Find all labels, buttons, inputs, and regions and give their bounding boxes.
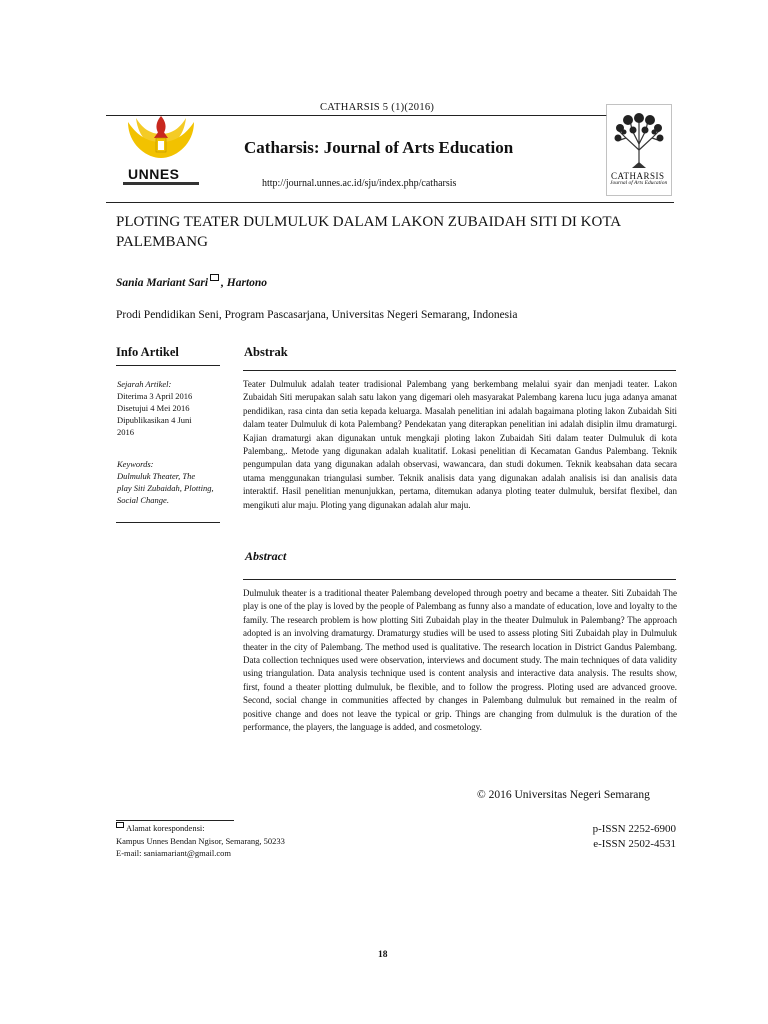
correspondence-email[interactable]: E-mail: saniamariant@gmail.com	[116, 848, 231, 858]
keywords-line-2: play Siti Zubaidah, Plotting,	[117, 483, 214, 493]
catharsis-logo-text: CATHARSIS	[611, 171, 665, 181]
footnote-rule	[116, 820, 234, 821]
correspondence-label: Alamat korespondensi:	[126, 823, 205, 833]
unnes-logo-icon	[118, 114, 204, 170]
info-bottom-rule	[116, 522, 220, 523]
author-1: Sania Mariant Sari	[116, 277, 209, 289]
abstrak-heading: Abstrak	[244, 345, 288, 359]
catharsis-logo-subtext: Journal of Arts Education	[610, 180, 668, 186]
info-artikel-rule	[116, 365, 220, 366]
copyright: © 2016 Universitas Negeri Semarang	[477, 789, 650, 801]
correspondence-footnote	[116, 822, 285, 860]
issn-block	[593, 822, 676, 852]
journal-title: Catharsis: Journal of Arts Education	[244, 138, 514, 157]
unnes-logo-text: UNNES	[128, 166, 180, 182]
abstract-rule	[243, 579, 676, 580]
published-date-line-1: Dipublikasikan 4 Juni	[117, 415, 192, 425]
abstract-text: Dulmuluk theater is a traditional theater Palembang developed through poetry and became a theater. Siti Zubaidah The play is one of the play is loved by the people of Palembang as funny also a mandate of education, love and loyalty to the family. The research problem is how plotting Siti Zubaidah play in the theater Dulmuluk in Palembang? The approach adopted is an involving dramaturgy. Dramaturgy studies will be used to assess ploting Siti Zubaidah play in Dulmuluk theater in the city of Palembang. The method used is qualitative. The research location in District Gandus Palembang. Data collection techniques used were observation, interviews and document study. The main techniques of data validity using triangulation. Data analysis technique used is content analysis and interactive data analysis. The results show, first, found a theater plotting dulmuluk, be flexible, and to follow the progress. Ploting used are advanced groove. Second, social change in communities affected by changes in Palembang dulmuluk but remained in the realm of positive change and does not leave the typical or grip. Things are changing from dulmuluk is the duration of the performance, the players, the language is added, and cosmetology.	[243, 588, 677, 733]
envelope-icon	[210, 274, 219, 281]
correspondence-address: Kampus Unnes Bendan Ngisor, Semarang, 50233	[116, 835, 285, 846]
keywords-label: Keywords:	[117, 459, 154, 469]
journal-url[interactable]: http://journal.unnes.ac.id/sju/index.php/catharsis	[262, 178, 457, 189]
accepted-date: Disetujui 4 Mei 2016	[117, 403, 190, 413]
unnes-logo-underline	[123, 182, 199, 185]
envelope-icon	[116, 822, 124, 828]
page-number: 18	[378, 950, 388, 960]
info-artikel-heading: Info Artikel	[116, 345, 179, 359]
header-bottom-rule	[106, 202, 674, 203]
abstrak-rule	[243, 370, 676, 371]
affiliation: Prodi Pendidikan Seni, Program Pascasarjana, Universitas Negeri Semarang, Indonesia	[116, 309, 518, 321]
abstrak-text: Teater Dulmuluk adalah teater tradisional Palembang yang berkembang melalui syair dan menjadi teater. Lakon Zubaidah Siti merupakan salah satu lakon yang digemari oleh masyarakat Palembang karena lucu juga adanya amanat pendidikan, rasa cinta dan setia kepada keluarga. Masalah penelitian ini adalah bagaimana ploting lakon Zubaidah Siti dalam teater Dulmuluk di kota Palembang? Pendekatan yang diterapkan penelitian ini adalah disiplin ilmu dramaturgi. Kajian dramaturgi akan digunakan untuk mengkaji ploting lakon Zubaidah Siti dalam teater Dulmuluk di kota Palembang,. Metode yang digunakan adalah kualitatif. Lokasi penelitian di Kecamatan Gandus Palembang. Teknik pengumpulan data yang digunakan adalah observasi, wawancara, dan studi dokumen. Teknik keabsahan data secara utama menggunakan triangulasi sumber. Teknik analisis data yang digunakan adalah analisis isi dan analisis data interaktif. Hasil penelitian menunjukkan, pertama, ditemukan adanya ploting teater dulmuluk, bersifat flexibel, dan mengikuti alur maju. Ploting yang digunakan adalah alur maju.	[243, 379, 677, 510]
published-date-line-2: 2016	[117, 427, 134, 437]
article-history	[117, 378, 223, 438]
authors	[116, 274, 267, 289]
abstract-heading: Abstract	[245, 549, 287, 563]
keywords-block	[117, 458, 223, 506]
keywords-line-1: Dulmuluk Theater, The	[117, 471, 196, 481]
e-issn: e-ISSN 2502-4531	[593, 838, 676, 850]
history-label: Sejarah Artikel:	[117, 379, 172, 389]
author-2: , Hartono	[221, 277, 268, 289]
running-head: CATHARSIS 5 (1)(2016)	[320, 102, 435, 113]
keywords-line-3: Social Change.	[117, 495, 169, 505]
received-date: Diterima 3 April 2016	[117, 391, 193, 401]
article-title: PLOTING TEATER DULMULUK DALAM LAKON ZUBAIDAH SITI DI KOTA PALEMBANG	[116, 214, 621, 250]
p-issn: p-ISSN 2252-6900	[592, 823, 676, 835]
